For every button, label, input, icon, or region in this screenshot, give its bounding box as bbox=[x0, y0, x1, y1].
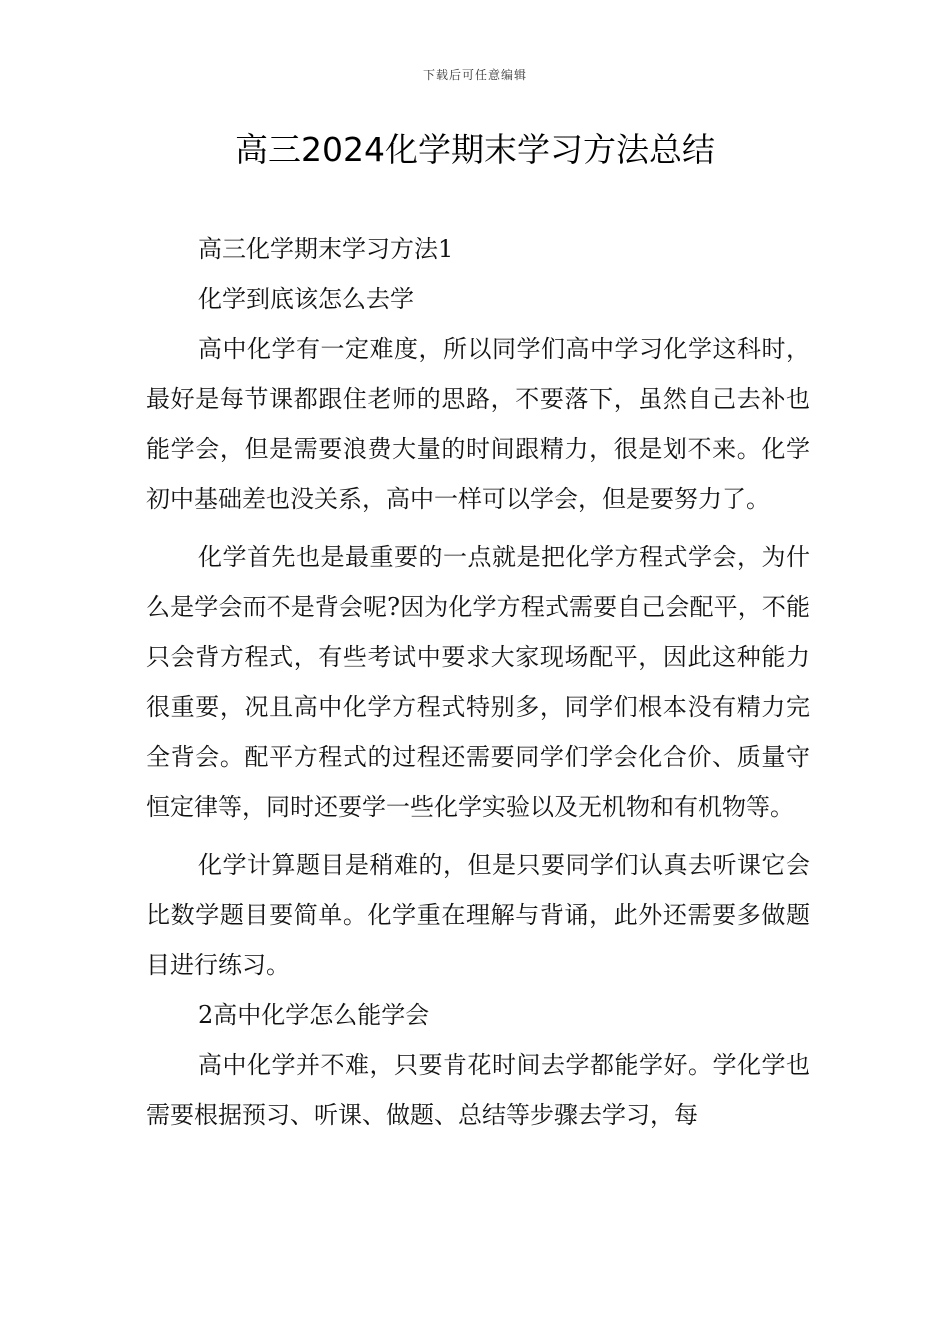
subsection-heading: 化学到底该怎么去学 bbox=[198, 285, 414, 313]
body-paragraph: 高中化学并不难，只要肯花时间去学都能学好。学化学也需要根据预习、听课、做题、总结等步骤去学习，每 bbox=[146, 1051, 810, 1129]
section-heading: 高三化学期末学习方法1 bbox=[198, 235, 454, 263]
body-paragraph: 化学首先也是最重要的一点就是把化学方程式学会，为什么是学会而不是背会呢?因为化学方程式需要自己会配平，不能只会背方程式，有些考试中要求大家现场配平，因此这种能力很重要，况且高中化学方程式特别多，同学们根本没有精力完全背会。配平方程式的过程还需要同学们学会化合价、质量守恒定律等，同时还要学一些化学实验以及无机物和有机物等。 bbox=[146, 543, 810, 821]
header-note: 下载后可任意编辑 bbox=[422, 68, 527, 82]
document-title: 高三2024化学期末学习方法总结 bbox=[235, 130, 715, 169]
document-body bbox=[146, 224, 810, 1140]
body-paragraph: 化学计算题目是稍难的，但是只要同学们认真去听课它会比数学题目要简单。化学重在理解与背诵，此外还需要多做题目进行练习。 bbox=[146, 851, 810, 979]
subsection-heading: 2高中化学怎么能学会 bbox=[198, 1001, 430, 1029]
body-paragraph: 高中化学有一定难度，所以同学们高中学习化学这科时，最好是每节课都跟住老师的思路，不要落下，虽然自己去补也能学会，但是需要浪费大量的时间跟精力，很是划不来。化学初中基础差也没关系，高中一样可以学会，但是要努力了。 bbox=[146, 335, 810, 513]
